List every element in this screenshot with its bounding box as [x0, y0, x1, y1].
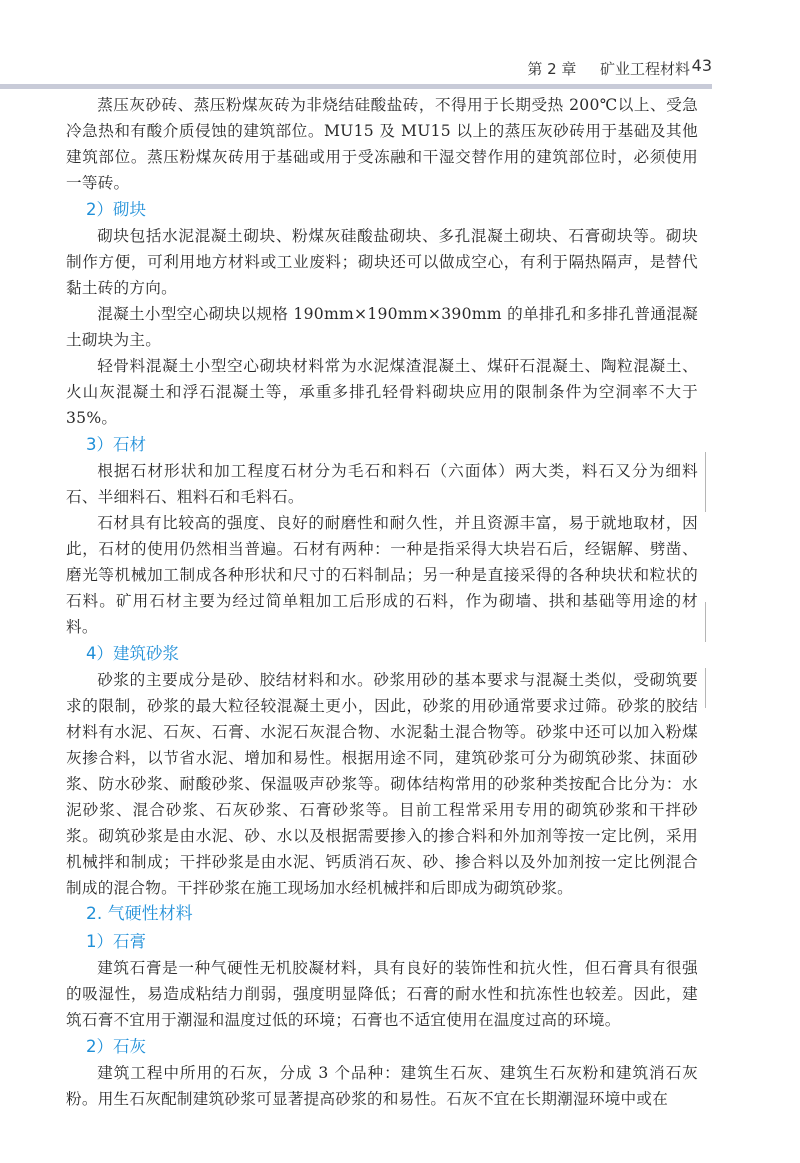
paragraph: 混凝土小型空心砌块以规格 190mm×190mm×390mm 的单排孔和多排孔普通混凝土砌块为主。 — [66, 305, 698, 349]
header-chapter-title — [527, 58, 690, 79]
paragraph: 建筑石膏是一种气硬性无机胶凝材料，具有良好的装饰性和抗火性，但石膏具有很强的吸湿性，易造成粘结力削弱，强度明显降低；石膏的耐水性和抗冻性也较差。因此，建筑石膏不宜用于潮湿和温度过低的环境；石膏也不适宜使用在温度过高的环境。 — [66, 959, 698, 1029]
scan-margin-line — [705, 668, 706, 708]
paragraph: 根据石材形状和加工程度石材分为毛石和料石（六面体）两大类，料石又分为细料石、半细料石、粗料石和毛料石。 — [66, 462, 698, 506]
paragraph: 建筑工程中所用的石灰，分成 3 个品种：建筑生石灰、建筑生石灰粉和建筑消石灰粉。用生石灰配制建筑砂浆可显著提高砂浆的和易性。石灰不宜在长期潮湿环境中或在 — [66, 1064, 698, 1108]
subheading-blocks: 2）砌块 — [86, 200, 146, 219]
scan-margin-line — [705, 602, 706, 642]
page-body — [66, 92, 698, 1112]
subheading-lime: 2）石灰 — [86, 1037, 146, 1056]
subheading-gypsum: 1）石膏 — [86, 932, 146, 951]
subheading-stone: 3）石材 — [86, 435, 146, 454]
running-header — [0, 0, 800, 84]
section-heading-air-hardening: 2. 气硬性材料 — [86, 904, 193, 924]
paragraph: 砂浆的主要成分是砂、胶结材料和水。砂浆用砂的基本要求与混凝土类似，受砌筑要求的限制，砂浆的最大粒径较混凝土更小，因此，砂浆的用砂通常要求过筛。砂浆的胶结材料有水泥、石灰、石膏、水泥石灰混合物、水泥黏土混合物等。砂浆中还可以加入粉煤灰掺合料，以节省水泥、增加和易性。根据用途不同，建筑砂浆可分为砌筑砂浆、抹面砂浆、防水砂浆、耐酸砂浆、保温吸声砂浆等。砌体结构常用的砂浆种类按配合比分为：水泥砂浆、混合砂浆、石灰砂浆、石膏砂浆等。目前工程常采用专用的砌筑砂浆和干拌砂浆。砌筑砂浆是由水泥、砂、水以及根据需要掺入的掺合料和外加剂等按一定比例，采用机械拌和制成；干拌砂浆是由水泥、钙质消石灰、砂、掺合料以及外加剂按一定比例混合制成的混合物。干拌砂浆在施工现场加水经机械拌和后即成为砌筑砂浆。 — [66, 671, 698, 897]
header-rule — [0, 84, 712, 89]
subheading-mortar: 4）建筑砂浆 — [86, 644, 179, 663]
scan-margin-line — [705, 452, 706, 512]
page-number: 43 — [691, 56, 712, 75]
header-section: 矿业工程材料 — [599, 60, 690, 78]
paragraph: 砌块包括水泥混凝土砌块、粉煤灰硅酸盐砌块、多孔混凝土砌块、石膏砌块等。砌块制作方便，可利用地方材料或工业废料；砌块还可以做成空心，有利于隔热隔声，是替代黏土砖的方向。 — [66, 227, 698, 297]
header-chapter: 第 2 章 — [527, 60, 577, 78]
paragraph: 石材具有比较高的强度、良好的耐磨性和耐久性，并且资源丰富，易于就地取材，因此，石材的使用仍然相当普遍。石材有两种：一种是指采得大块岩石后，经锯解、劈凿、磨光等机械加工制成各种形状和尺寸的石料制品；另一种是直接采得的各种块状和粒状的石料。矿用石材主要为经过简单粗加工后形成的石料，作为砌墙、拱和基础等用途的材料。 — [66, 514, 698, 636]
paragraph: 轻骨料混凝土小型空心砌块材料常为水泥煤渣混凝土、煤矸石混凝土、陶粒混凝土、火山灰混凝土和浮石混凝土等，承重多排孔轻骨料砌块应用的限制条件为空洞率不大于 35%。 — [66, 357, 698, 427]
paragraph: 蒸压灰砂砖、蒸压粉煤灰砖为非烧结硅酸盐砖，不得用于长期受热 200℃以上、受急冷急热和有酸介质侵蚀的建筑部位。MU15 及 MU15 以上的蒸压灰砂砖用于基础及其他建筑部位。蒸压粉煤灰砖用于基础或用于受冻融和干湿交替作用的建筑部位时，必须使用一等砖。 — [66, 96, 698, 192]
